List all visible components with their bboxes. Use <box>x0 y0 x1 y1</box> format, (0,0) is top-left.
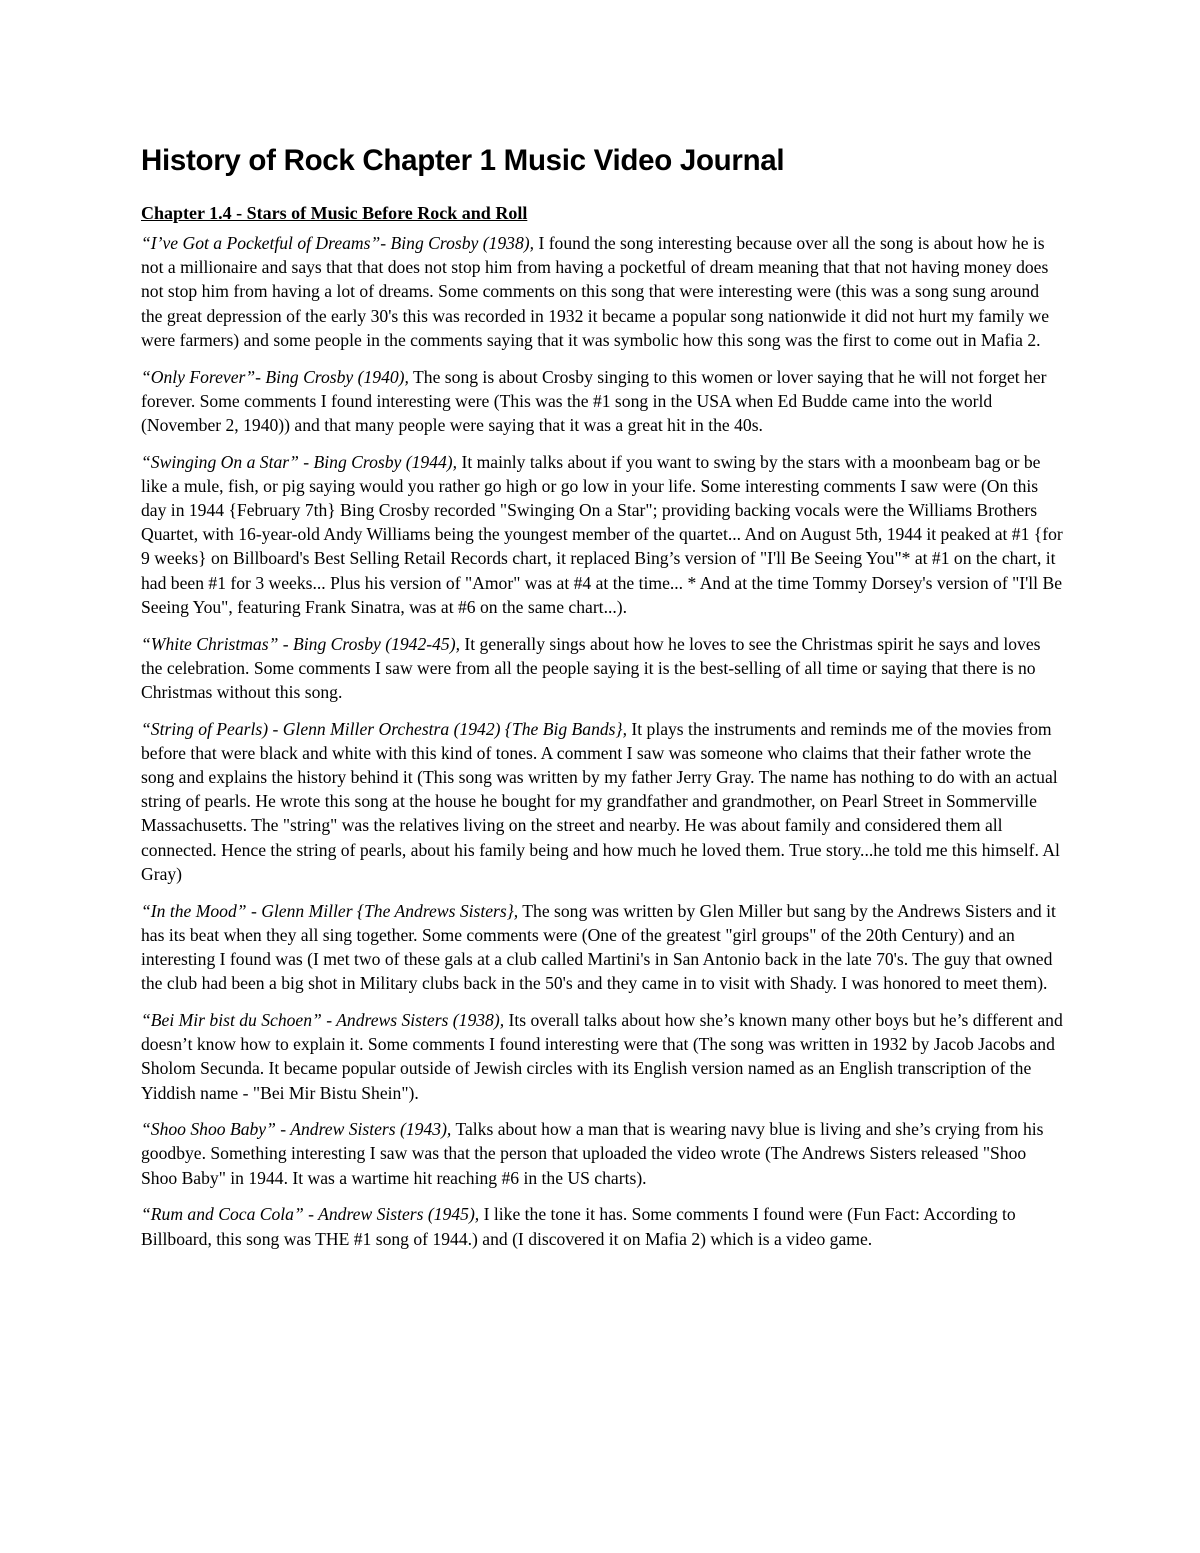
section-heading: Chapter 1.4 - Stars of Music Before Rock and Roll <box>141 203 528 223</box>
entry-body: The song is about Crosby singing to this women or lover saying that he will not forget her forever. Some comments I found interesting were (This was the #1 song in the USA when Ed Budde came into the world (November 2, 1940)) and that many people were saying that it was a great hit in the 40s. <box>141 366 1047 435</box>
song-title: “White Christmas” - Bing Crosby (1942-45), <box>141 633 460 654</box>
journal-entry <box>141 365 1063 438</box>
entry-body: It generally sings about how he loves to see the Christmas spirit he says and loves the celebration. Some comments I saw were from all the people saying it is the best-selling of all time or saying that there is no Christmas without this song. <box>141 633 1041 702</box>
journal-entry <box>141 1117 1063 1190</box>
song-title: “Swinging On a Star” - Bing Crosby (1944), <box>141 451 458 472</box>
journal-entry <box>141 450 1063 619</box>
song-title: “I’ve Got a Pocketful of Dreams”- Bing Crosby (1938), <box>141 233 535 253</box>
entry-body: I like the tone it has. Some comments I found were (Fun Fact: According to Billboard, this song was THE #1 song of 1944.) and (I discovered it on Mafia 2) which is a video game. <box>141 1204 1016 1249</box>
journal-entry <box>141 1008 1063 1105</box>
journal-entry <box>141 899 1063 996</box>
journal-entry <box>141 1202 1063 1250</box>
entry-body: The song was written by Glen Miller but sang by the Andrews Sisters and it has its beat when they all sing together. Some comments were (One of the greatest "girl groups" of the 20th Century) and an interesting I found was (I met two of these gals at a club called Martini's in San Antonio back in the late 70's. The guy that owned the club had been a big shot in Military clubs back in the 50's and they came in to visit with Shady. I was honored to meet them). <box>141 900 1056 994</box>
entry-body: I found the song interesting because over all the song is about how he is not a millionaire and says that that does not stop him from having a pocketful of dream meaning that that not having money does not stop him from having a lot of dreams. Some comments on this song that were interesting were (this was a song sung around the great depression of the early 30's this was recorded in 1932 it became a popular song nationwide it did not hurt my family we were farmers) and some people in the comments saying that it was symbolic how this song was the first to come out in Mafia 2. <box>141 233 1050 350</box>
document-page <box>141 140 1063 1263</box>
journal-entry <box>141 231 1063 352</box>
song-title: “String of Pearls) - Glenn Miller Orchestra (1942) {The Big Bands}, <box>141 718 627 739</box>
journal-entry <box>141 717 1063 886</box>
song-title: “Bei Mir bist du Schoen” - Andrews Sisters (1938), <box>141 1009 505 1030</box>
journal-entry <box>141 632 1063 705</box>
entry-body: Its overall talks about how she’s known many other boys but he’s different and doesn’t know how to explain it. Some comments I found interesting were that (The song was written in 1932 by Jacob Jacobs and Sholom Secunda. It became popular outside of Jewish circles with its English version named as an English transcription of the Yiddish name - "Bei Mir Bistu Shein"). <box>141 1009 1063 1103</box>
song-title: “Shoo Shoo Baby” - Andrew Sisters (1943), <box>141 1119 452 1140</box>
song-title: “In the Mood” - Glenn Miller {The Andrews Sisters}, <box>141 900 519 921</box>
entry-body: It plays the instruments and reminds me of the movies from before that were black and white with this kind of tones. A comment I saw was someone who claims that their father wrote the song and explains the history behind it (This song was written by my father Jerry Gray. The name has nothing to do with an actual string of pearls. He wrote this song at the house he bought for my grandfather and grandmother, on Pearl Street in Sommerville Massachusetts. The "string" was the relatives living on the street and nearby. He was about family and considered them all connected. Hence the string of pearls, about his family being and how much he loved them. True story...he told me this himself. Al Gray) <box>141 718 1060 884</box>
song-title: “Rum and Coca Cola” - Andrew Sisters (1945), <box>141 1204 480 1225</box>
song-title: “Only Forever”- Bing Crosby (1940), <box>141 366 409 387</box>
document-title: History of Rock Chapter 1 Music Video Journal <box>141 144 785 177</box>
entry-body: Talks about how a man that is wearing navy blue is living and she’s crying from his goodbye. Something interesting I saw was that the person that uploaded the video wrote (The Andrews Sisters released "Shoo Shoo Baby" in 1944. It was a wartime hit reaching #6 in the US charts). <box>141 1119 1044 1188</box>
entry-body: It mainly talks about if you want to swing by the stars with a moonbeam bag or be like a mule, fish, or pig saying would you rather go high or go low in your life. Some interesting comments I saw were (On this day in 1944 {February 7th} Bing Crosby recorded "Swinging On a Star"; providing backing vocals were the Williams Brothers Quartet, with 16-year-old Andy Williams being the youngest member of the quartet... And on August 5th, 1944 it peaked at #1 {for 9 weeks} on Billboard's Best Selling Retail Records chart, it replaced Bing’s version of "I'll Be Seeing You"* at #1 on the chart, it had been #1 for 3 weeks... Plus his version of "Amor" was at #4 at the time... * And at the time Tommy Dorsey's version of "I'll Be Seeing You", featuring Frank Sinatra, was at #6 on the same chart...). <box>141 451 1063 617</box>
